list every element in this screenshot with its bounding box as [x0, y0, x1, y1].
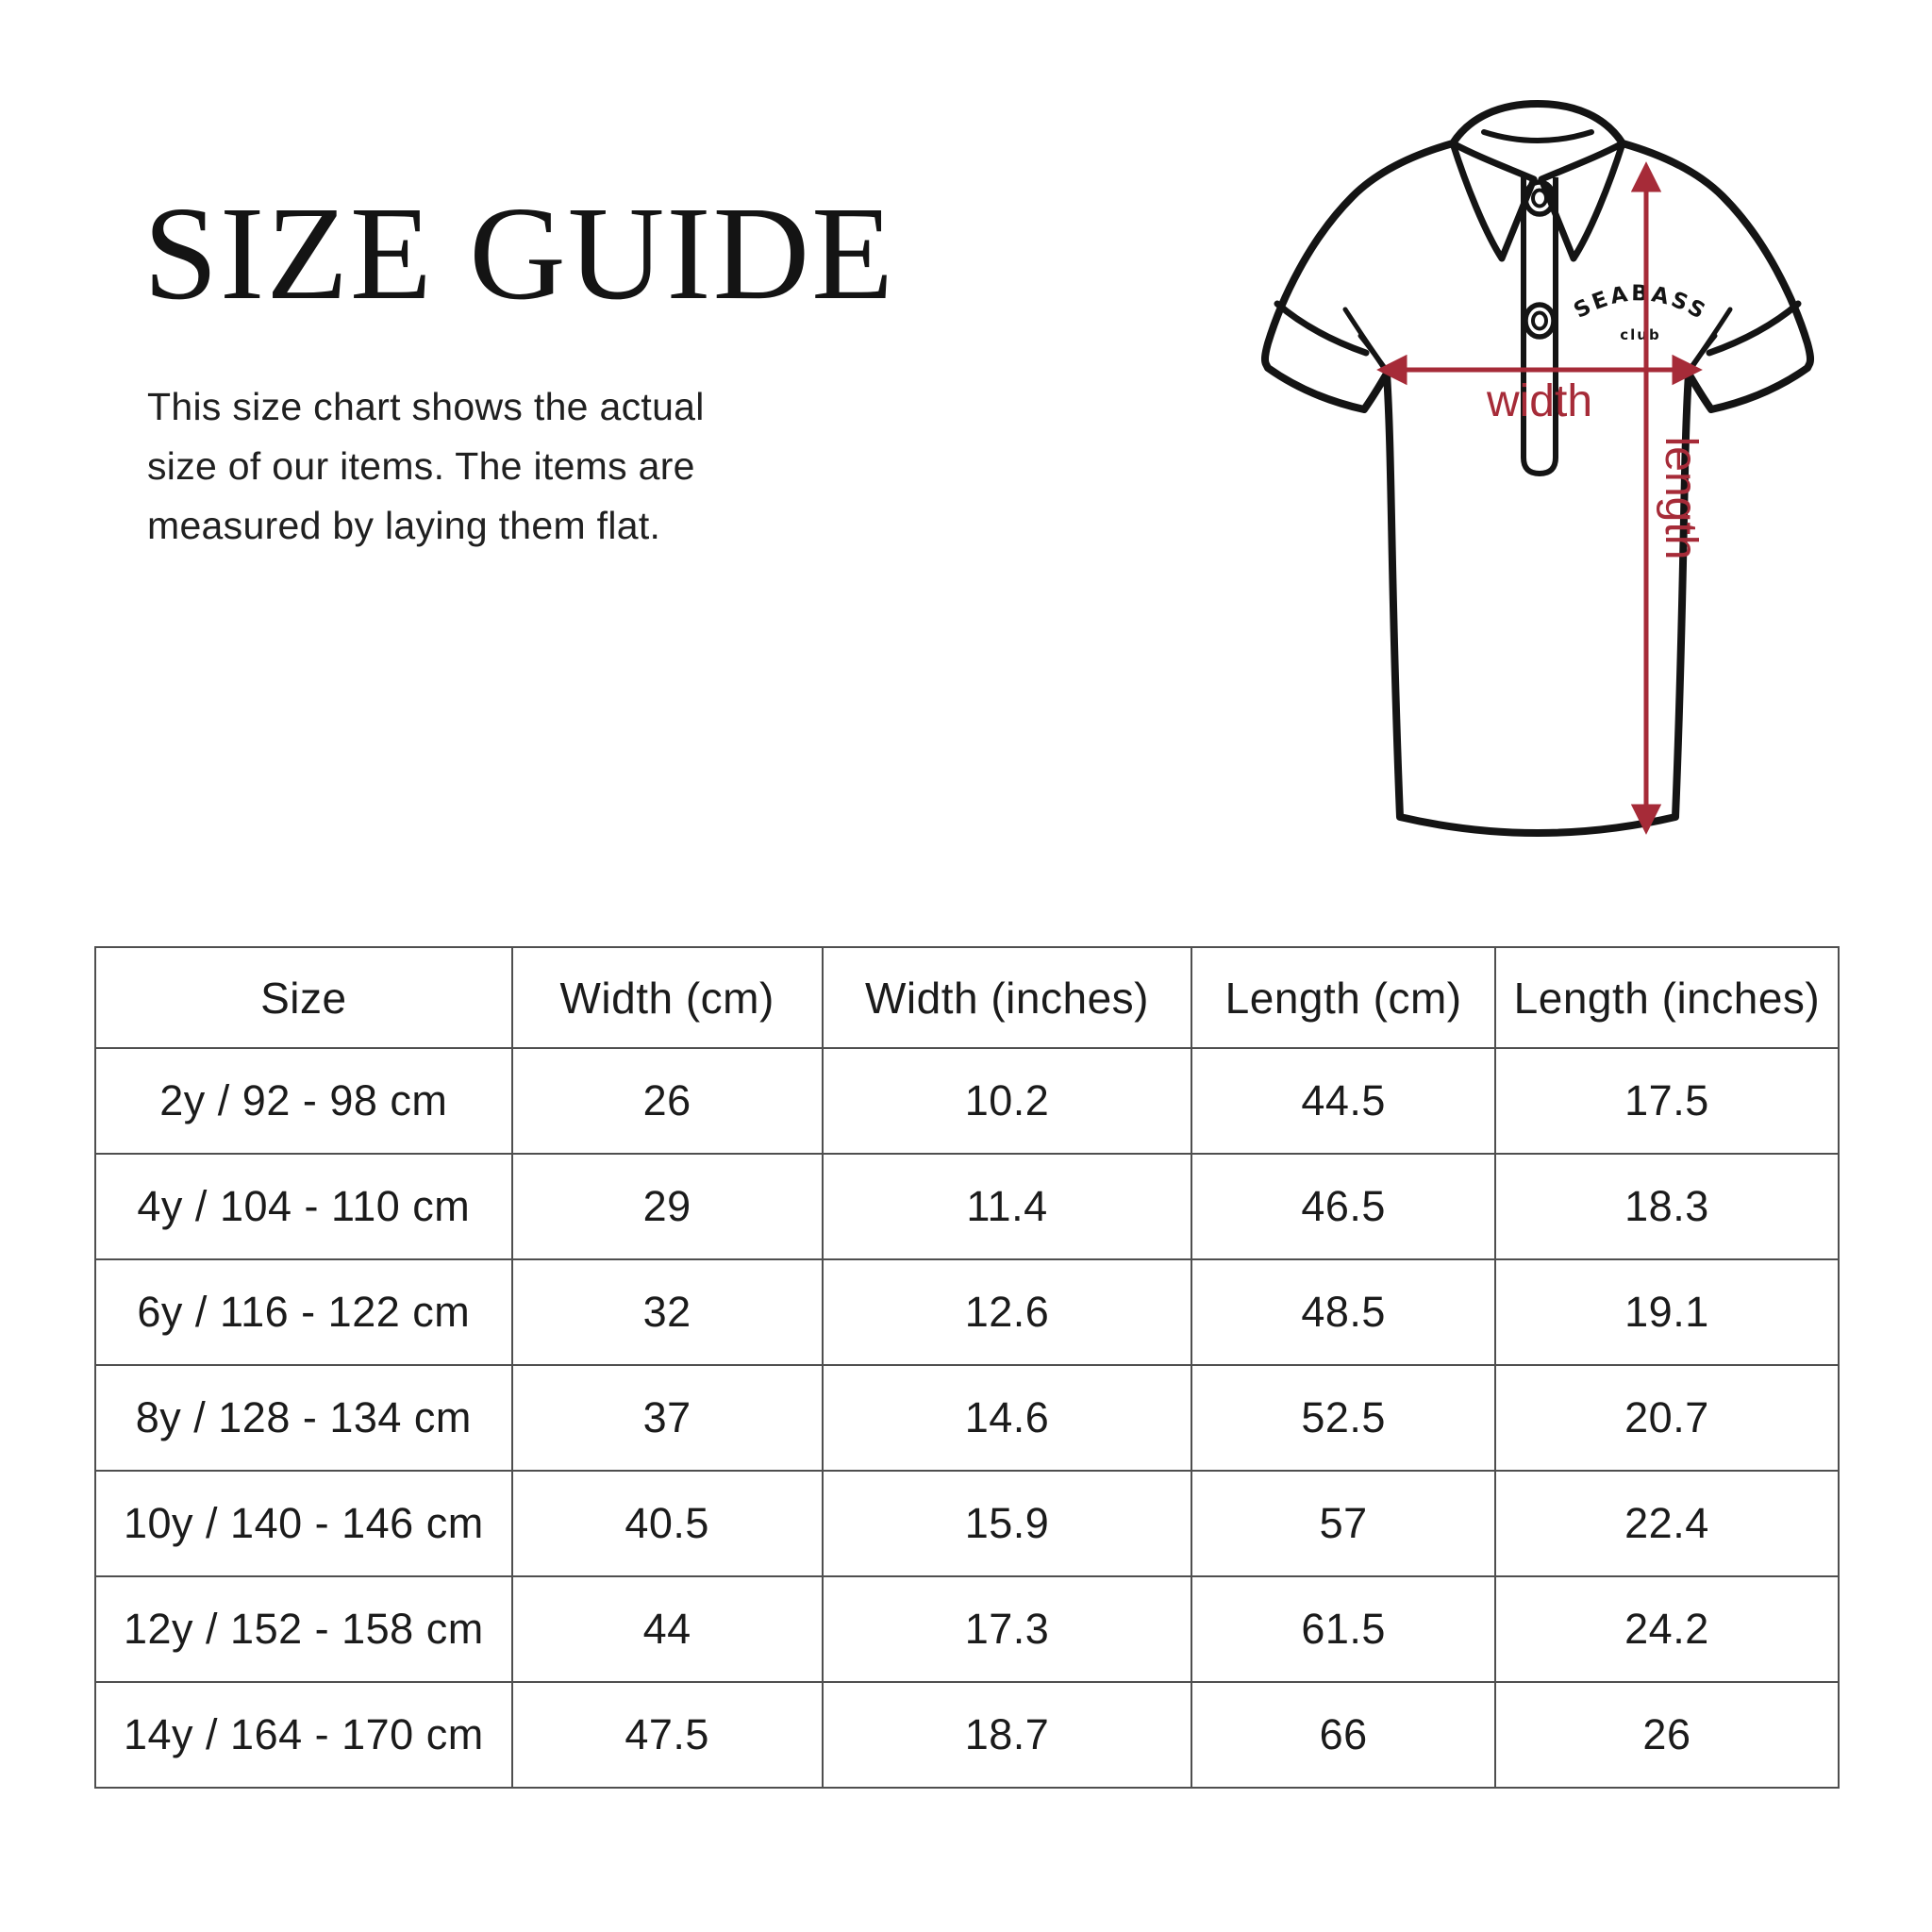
value-cell: 14.6	[823, 1365, 1192, 1471]
value-cell: 24.2	[1495, 1576, 1839, 1682]
table-row	[95, 1154, 1839, 1259]
page-title: SIZE GUIDE	[143, 178, 895, 327]
size-cell: 14y / 164 - 170 cm	[95, 1682, 512, 1788]
column-header: Length (inches)	[1495, 947, 1839, 1048]
size-cell: 2y / 92 - 98 cm	[95, 1048, 512, 1154]
value-cell: 40.5	[512, 1471, 823, 1576]
value-cell: 26	[512, 1048, 823, 1154]
value-cell: 10.2	[823, 1048, 1192, 1154]
table-row	[95, 1576, 1839, 1682]
logo-subtext: club	[1620, 326, 1661, 343]
page-description	[147, 377, 705, 556]
size-cell: 8y / 128 - 134 cm	[95, 1365, 512, 1471]
table-row	[95, 1048, 1839, 1154]
size-cell: 12y / 152 - 158 cm	[95, 1576, 512, 1682]
size-table	[94, 946, 1840, 1789]
column-header: Length (cm)	[1191, 947, 1495, 1048]
description-line: This size chart shows the actual	[147, 385, 705, 428]
size-cell: 10y / 140 - 146 cm	[95, 1471, 512, 1576]
value-cell: 17.5	[1495, 1048, 1839, 1154]
value-cell: 15.9	[823, 1471, 1192, 1576]
value-cell: 48.5	[1191, 1259, 1495, 1365]
value-cell: 19.1	[1495, 1259, 1839, 1365]
width-label: width	[1486, 376, 1593, 426]
value-cell: 12.6	[823, 1259, 1192, 1365]
value-cell: 18.7	[823, 1682, 1192, 1788]
value-cell: 29	[512, 1154, 823, 1259]
table-row	[95, 1471, 1839, 1576]
value-cell: 11.4	[823, 1154, 1192, 1259]
table-header-row	[95, 947, 1839, 1048]
value-cell: 44.5	[1191, 1048, 1495, 1154]
column-header: Width (cm)	[512, 947, 823, 1048]
description-line: size of our items. The items are	[147, 444, 695, 488]
size-cell: 4y / 104 - 110 cm	[95, 1154, 512, 1259]
description-line: measured by laying them flat.	[147, 504, 661, 547]
logo-text: SEABASS	[1570, 281, 1712, 325]
value-cell: 61.5	[1191, 1576, 1495, 1682]
measurement-figure	[1255, 57, 1821, 887]
value-cell: 52.5	[1191, 1365, 1495, 1471]
table-row	[95, 1682, 1839, 1788]
value-cell: 44	[512, 1576, 823, 1682]
value-cell: 57	[1191, 1471, 1495, 1576]
value-cell: 20.7	[1495, 1365, 1839, 1471]
value-cell: 17.3	[823, 1576, 1192, 1682]
value-cell: 66	[1191, 1682, 1495, 1788]
value-cell: 32	[512, 1259, 823, 1365]
column-header: Size	[95, 947, 512, 1048]
polo-shirt-illustration	[1255, 57, 1821, 887]
size-cell: 6y / 116 - 122 cm	[95, 1259, 512, 1365]
value-cell: 22.4	[1495, 1471, 1839, 1576]
table-row	[95, 1259, 1839, 1365]
value-cell: 26	[1495, 1682, 1839, 1788]
value-cell: 46.5	[1191, 1154, 1495, 1259]
table-row	[95, 1365, 1839, 1471]
value-cell: 47.5	[512, 1682, 823, 1788]
value-cell: 37	[512, 1365, 823, 1471]
column-header: Width (inches)	[823, 947, 1192, 1048]
value-cell: 18.3	[1495, 1154, 1839, 1259]
length-label: length	[1656, 436, 1706, 560]
size-table-body	[95, 1048, 1839, 1788]
